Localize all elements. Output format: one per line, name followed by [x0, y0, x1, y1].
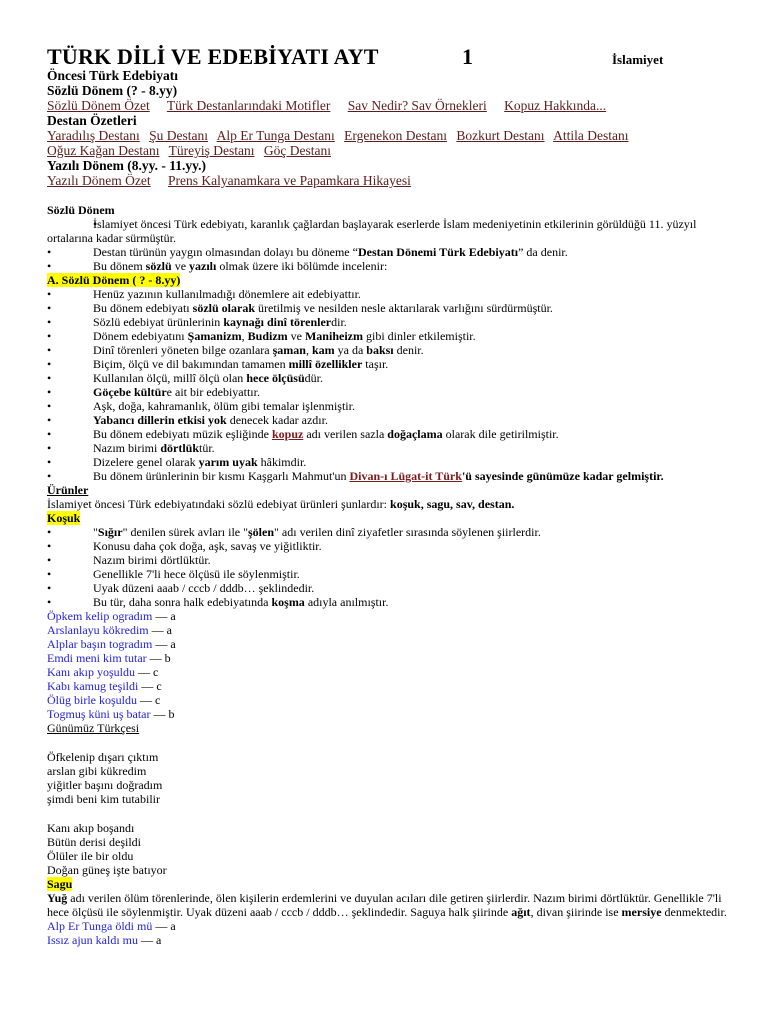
- list-item: • "Sığır" denilen sürek avları ile "şölen" adı verilen dinî ziyafetler sırasında söylenen şiirlerdir.: [47, 525, 727, 539]
- link-epic-su[interactable]: Şu Destanı: [149, 128, 208, 143]
- poem-line: Bütün derisi deşildi: [47, 835, 141, 849]
- list-item: • Henüz yazının kullanılmadığı dönemlere ait edebiyattır.: [47, 287, 727, 301]
- poem-line: arslan gibi kükredim: [47, 764, 147, 778]
- list-item: • Uyak düzeni aaab / cccb / dddb… şeklindedir.: [47, 581, 727, 595]
- document-page: [47, 44, 727, 947]
- spacer: [47, 735, 727, 750]
- list-item: • Yabancı dillerin etkisi yok denecek kadar azdır.: [47, 413, 727, 427]
- link-epic-motifs[interactable]: Türk Destanlarındaki Motifler: [166, 98, 331, 113]
- sagu-heading: Sagu: [47, 877, 73, 891]
- urunler-text: İslamiyet öncesi Türk edebiyatındaki sözlü edebiyat ürünleri şunlardır: koşuk, sagu, sav, destan.: [47, 497, 515, 511]
- poem-line: Öfkelenip dışarı çıktım: [47, 750, 159, 764]
- link-divan-lugat[interactable]: Divan-ı Lügat-it Türk: [349, 469, 462, 483]
- list-item: • Kullanılan ölçü, millî ölçü olan hece ölçüsüdür.: [47, 371, 727, 385]
- document-title: TÜRK DİLİ VE EDEBİYATI AYT: [47, 44, 379, 69]
- poem-line: Öpkem kelip ogradım — a: [47, 609, 176, 623]
- link-kalyanamkara[interactable]: Prens Kalyanamkara ve Papamkara Hikayesi: [168, 173, 411, 188]
- intro-bullet-3: • Bu dönem sözlü ve yazılı olmak üzere iki bölümde incelenir:: [47, 259, 727, 273]
- title-row: [47, 44, 727, 68]
- urunler-heading: Ürünler: [47, 483, 89, 497]
- modern-turkish-heading: Günümüz Türkçesi: [47, 721, 140, 735]
- poem-line: Alp Er Tunga öldi mü — a: [47, 919, 176, 933]
- page-number: 1: [462, 44, 473, 69]
- period-heading-oral: Sözlü Dönem (? - 8.yy): [47, 83, 178, 98]
- poem-line: Arslanlayu kökredim — a: [47, 623, 172, 637]
- list-item: • Dizelere genel olarak yarım uyak hâkimdir.: [47, 455, 727, 469]
- epic-summaries-heading: Destan Özetleri: [47, 113, 137, 128]
- link-epic-alp-er-tunga[interactable]: Alp Er Tunga Destanı: [216, 128, 335, 143]
- poem-line: Emdi meni kim tutar — b: [47, 651, 171, 665]
- link-kopuz[interactable]: Kopuz Hakkında...: [504, 98, 607, 113]
- list-item: • Aşk, doğa, kahramanlık, ölüm gibi temalar işlenmiştir.: [47, 399, 727, 413]
- link-kopuz-inline[interactable]: kopuz: [271, 427, 304, 441]
- list-item: • Bu tür, daha sonra halk edebiyatında koşma adıyla anılmıştır.: [47, 595, 727, 609]
- nav-links-written: [47, 173, 727, 188]
- list-item: • Dönem edebiyatını Şamanizm, Budizm ve Maniheizm gibi dinler etkilemiştir.: [47, 329, 727, 343]
- poem-line: Issız ajun kaldı mu — a: [47, 933, 162, 947]
- link-oral-summary[interactable]: Sözlü Dönem Özet: [47, 98, 150, 113]
- list-item: • Dinî törenleri yöneten bilge ozanlara şaman, kam ya da baksı denir.: [47, 343, 727, 357]
- poem-line: Alplar başın togradım — a: [47, 637, 176, 651]
- list-item: • Nazım birimi dörtlüktür.: [47, 441, 727, 455]
- list-item: • Sözlü edebiyat ürünlerinin kaynağı dinî törenlerdir.: [47, 315, 727, 329]
- list-item: • Biçim, ölçü ve dil bakımından tamamen millî özellikler taşır.: [47, 357, 727, 371]
- epic-links-row-2: [47, 143, 727, 158]
- nav-links-oral: [47, 98, 727, 113]
- link-epic-goc[interactable]: Göç Destanı: [263, 143, 331, 158]
- list-item: • Konusu daha çok doğa, aşk, savaş ve yiğitliktir.: [47, 539, 727, 553]
- poem-line: Kanı akıp boşandı: [47, 821, 135, 835]
- subsection-a-heading: A. Sözlü Dönem ( ? - 8.yy): [47, 273, 181, 287]
- poem-line: Kanı akıp yoşuldu — c: [47, 665, 159, 679]
- poem-line: Doğan güneş işte batıyor: [47, 863, 167, 877]
- link-written-summary[interactable]: Yazılı Dönem Özet: [47, 173, 151, 188]
- intro-bullet-2: • Destan türünün yaygın olmasından dolayı bu döneme “Destan Dönemi Türk Edebiyatı” da denir.: [47, 245, 727, 259]
- link-sav-examples[interactable]: Sav Nedir? Sav Örnekleri: [347, 98, 487, 113]
- list-item: • Bu dönem ürünlerinin bir kısmı Kaşgarlı Mahmut'un Divan-ı Lügat-it Türk'ü sayesinde günümüze kadar gelmiştir.: [47, 469, 727, 483]
- link-epic-attila[interactable]: Attila Destanı: [553, 128, 629, 143]
- poem-line: şimdi beni kim tutabilir: [47, 792, 160, 806]
- link-epic-bozkurt[interactable]: Bozkurt Destanı: [456, 128, 545, 143]
- link-epic-yaradilis[interactable]: Yaradılış Destanı: [47, 128, 140, 143]
- spacer: [47, 188, 727, 203]
- kosuk-heading: Koşuk: [47, 511, 81, 525]
- title-right-word: İslamiyet: [612, 52, 664, 67]
- list-item: • Göçebe kültüre ait bir edebiyattır.: [47, 385, 727, 399]
- sagu-paragraph: Yuğ adı verilen ölüm törenlerinde, ölen kişilerin erdemlerini ve duyulan acıları dile getiren şiirlerdir. Nazım birimi dörtlüktür. Genellikle 7'li hece ölçüsü ile söylenmiştir. Uyak düzeni aaab / cccb / dddb… şeklindedir. Saguya halk şiirinde ağıt, divan şiirinde ise mersiye denmektedir.: [47, 891, 727, 919]
- epic-links-row-1: [47, 128, 727, 143]
- list-item: • Bu dönem edebiyatı sözlü olarak üretilmiş ve nesilden nesle aktarılarak varlığını sürdürmüştür.: [47, 301, 727, 315]
- link-epic-oguz-kagan[interactable]: Oğuz Kağan Destanı: [47, 143, 160, 158]
- list-item: • Genellikle 7'li hece ölçüsü ile söylenmiştir.: [47, 567, 727, 581]
- poem-line: Ölüler ile bir oldu: [47, 849, 134, 863]
- poem-line: yiğitler başını doğradım: [47, 778, 163, 792]
- period-heading-written: Yazılı Dönem (8.yy. - 11.yy.): [47, 158, 206, 173]
- link-epic-ergenekon[interactable]: Ergenekon Destanı: [344, 128, 447, 143]
- section-heading: Sözlü Dönem: [47, 203, 115, 217]
- poem-line: Kabı kamug teşildi — c: [47, 679, 162, 693]
- list-item: • Bu dönem edebiyatı müzik eşliğinde kopuz adı verilen sazla doğaçlama olarak dile getirilmiştir.: [47, 427, 727, 441]
- poem-line: Ölüg birle koşuldu — c: [47, 693, 161, 707]
- link-epic-tureyis[interactable]: Türeyiş Destanı: [168, 143, 255, 158]
- intro-bullet-1: • İslamiyet öncesi Türk edebiyatı, karanlık çağlardan başlayarak eserlerde İslam medeniyetinin etkilerinin görüldüğü 11. yüzyıl ortalarına kadar sürmüştür.: [47, 217, 727, 245]
- list-item: • Nazım birimi dörtlüktür.: [47, 553, 727, 567]
- document-subtitle: Öncesi Türk Edebiyatı: [47, 68, 179, 83]
- spacer: [47, 806, 727, 821]
- poem-line: Togmuş küni uş batar — b: [47, 707, 175, 721]
